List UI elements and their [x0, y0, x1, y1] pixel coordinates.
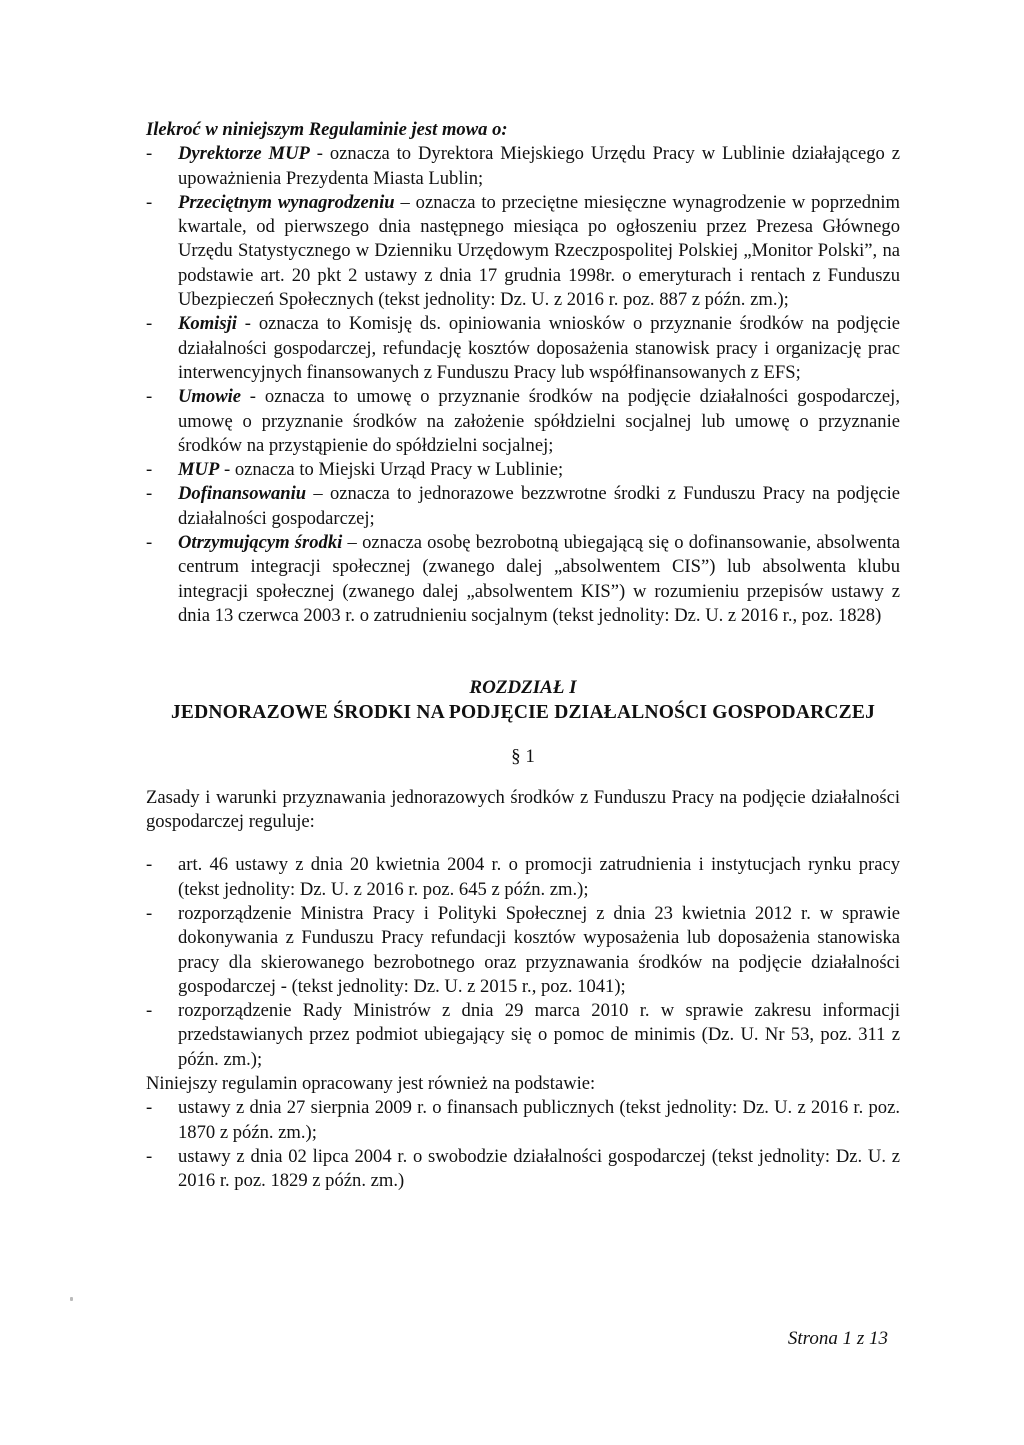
dash-marker: -: [146, 143, 153, 165]
list-item: [146, 1096, 900, 1145]
principles-list: [146, 853, 900, 1072]
definition-separator: -: [309, 143, 330, 165]
dash-marker: -: [146, 532, 153, 554]
dash-marker: -: [146, 1097, 153, 1119]
definition-term: Dofinansowaniu: [178, 483, 307, 505]
definition-item: [146, 458, 900, 482]
list-item: [146, 853, 900, 902]
definition-item: [146, 142, 900, 191]
dash-marker: -: [146, 459, 153, 481]
list-item: [146, 999, 900, 1072]
dash-marker: -: [146, 1000, 153, 1022]
definition-term: MUP: [178, 459, 220, 481]
list-item: [146, 1145, 900, 1194]
definition-text: oznacza osobę bezrobotną ubiegającą się o dofinansowanie, absolwenta centrum integracji społecznej (zwanego dalej „absolwentem CIS”) lub absolwenta klubu integracji społecznej (zwanego dalej „absolwentem KIS”) w rozumieniu przepisów ustawy z dnia 13 czerwca 2003 r. o zatrudnieniu socjalnym (tekst jednolity: Dz. U. z 2016 r., poz. 1828): [178, 532, 901, 626]
basis-list: [146, 1096, 900, 1193]
list-item-text: ustawy z dnia 02 lipca 2004 r. o swobodzie działalności gospodarczej (tekst jednolity: Dz. U. z 2016 r. poz. 1829 z późn. zm.): [178, 1145, 900, 1192]
dash-marker: -: [146, 854, 153, 876]
definition-text: oznacza to przeciętne miesięczne wynagrodzenie w poprzednim kwartale, od pierwszego dnia następnego miesiąca po ogłoszeniu przez Prezesa Głównego Urzędu Statystycznego w Dzienniku Urzędowym Rzeczpospolitej Polskiej „Monitor Polski”, na podstawie art. 20 pkt 2 ustawy z dnia 17 grudnia 1998r. o emeryturach i rentach z Funduszu Ubezpieczeń Społecznych (tekst jednolity: Dz. U. z 2016 r. poz. 887 z późn. zm.);: [178, 191, 900, 311]
page-footer: Strona 1 z 13: [787, 1328, 888, 1349]
definition-text: oznacza to Komisję ds. opiniowania wniosków o przyznanie środków na podjęcie działalności gospodarczej, refundację kosztów doposażenia stanowisk pracy i organizację prac interwencyjnych finansowanych z Funduszu Pracy lub współfinansowanych z EFS;: [178, 313, 900, 383]
definition-separator: -: [241, 386, 265, 408]
definition-item: [146, 531, 900, 628]
definition-separator: –: [342, 532, 363, 554]
dash-marker: -: [146, 191, 153, 213]
chapter-title: JEDNORAZOWE ŚRODKI NA PODJĘCIE DZIAŁALNOŚCI GOSPODARCZEJ: [170, 701, 876, 723]
dash-marker: -: [146, 313, 153, 335]
definition-separator: -: [236, 313, 259, 335]
list-item-text: ustawy z dnia 27 sierpnia 2009 r. o finansach publicznych (tekst jednolity: Dz. U. z 2016 r. poz. 1870 z późn. zm.);: [178, 1097, 900, 1143]
definition-term: Przeciętnym wynagrodzeniu: [178, 191, 395, 213]
dash-marker: -: [146, 483, 153, 505]
scan-speck: [70, 1297, 73, 1301]
list-item-text: rozporządzenie Rady Ministrów z dnia 29 marca 2010 r. w sprawie zakresu informacji przedstawianych przez podmiot ubiegający się o pomoc de minimis (Dz. U. Nr 53, poz. 311 z późn. zm.);: [178, 1000, 900, 1070]
definition-text: oznacza to Dyrektora Miejskiego Urzędu Pracy w Lublinie działającego z upoważnienia Prezydenta Miasta Lublin;: [178, 143, 900, 189]
definitions-intro: Ilekroć w niniejszym Regulaminie jest mowa o:: [146, 119, 508, 140]
chapter-label: ROZDZIAŁ I: [469, 677, 577, 699]
section-number: § 1: [511, 745, 535, 767]
dash-marker: -: [146, 902, 153, 924]
definition-term: Komisji: [178, 313, 237, 335]
definition-item: [146, 191, 900, 312]
definition-item: [146, 385, 900, 458]
dash-marker: -: [146, 1145, 153, 1167]
dash-marker: -: [146, 386, 153, 408]
definition-text: oznacza to Miejski Urząd Pracy w Lublinie;: [234, 459, 564, 481]
definition-separator: –: [394, 191, 416, 213]
principles-intro: Zasady i warunki przyznawania jednorazowych środków z Funduszu Pracy na podjęcie działalności gospodarczej reguluje:: [146, 787, 900, 833]
definition-item: [146, 312, 900, 385]
chapter-heading: [146, 676, 900, 725]
document-page: [146, 118, 900, 1193]
list-item: [146, 902, 900, 999]
definition-term: Dyrektorze MUP: [178, 143, 310, 165]
definitions-list: [146, 142, 900, 628]
definition-separator: -: [219, 459, 235, 481]
list-item-text: art. 46 ustawy z dnia 20 kwietnia 2004 r. o promocji zatrudnienia i instytucjach rynku pracy (tekst jednolity: Dz. U. z 2016 r. poz. 645 z późn. zm.);: [178, 854, 900, 900]
definition-separator: –: [306, 483, 330, 505]
basis-intro: Niniejszy regulamin opracowany jest również na podstawie:: [146, 1072, 596, 1094]
definition-text: oznacza to umowę o przyznanie środków na podjęcie działalności gospodarczej, umowę o przyznanie środków na założenie spółdzielni socjalnej lub umowę o przyznanie środków na przystąpienie do spółdzielni socjalnej;: [178, 386, 900, 456]
definition-text: oznacza to jednorazowe bezzwrotne środki z Funduszu Pracy na podjęcie działalności gospodarczej;: [178, 483, 901, 529]
definition-term: Umowie: [178, 386, 242, 408]
definition-term: Otrzymującym środki: [178, 532, 343, 554]
definition-item: [146, 482, 900, 531]
list-item-text: rozporządzenie Ministra Pracy i Polityki Społecznej z dnia 23 kwietnia 2012 r. w sprawie dokonywania z Funduszu Pracy refundacji kosztów wyposażenia lub doposażenia stanowiska pracy dla skierowanego bezrobotnego oraz przyznawania środków na podjęcie działalności gospodarczej - (tekst jednolity: Dz. U. z 2015 r., poz. 1041);: [178, 902, 900, 997]
